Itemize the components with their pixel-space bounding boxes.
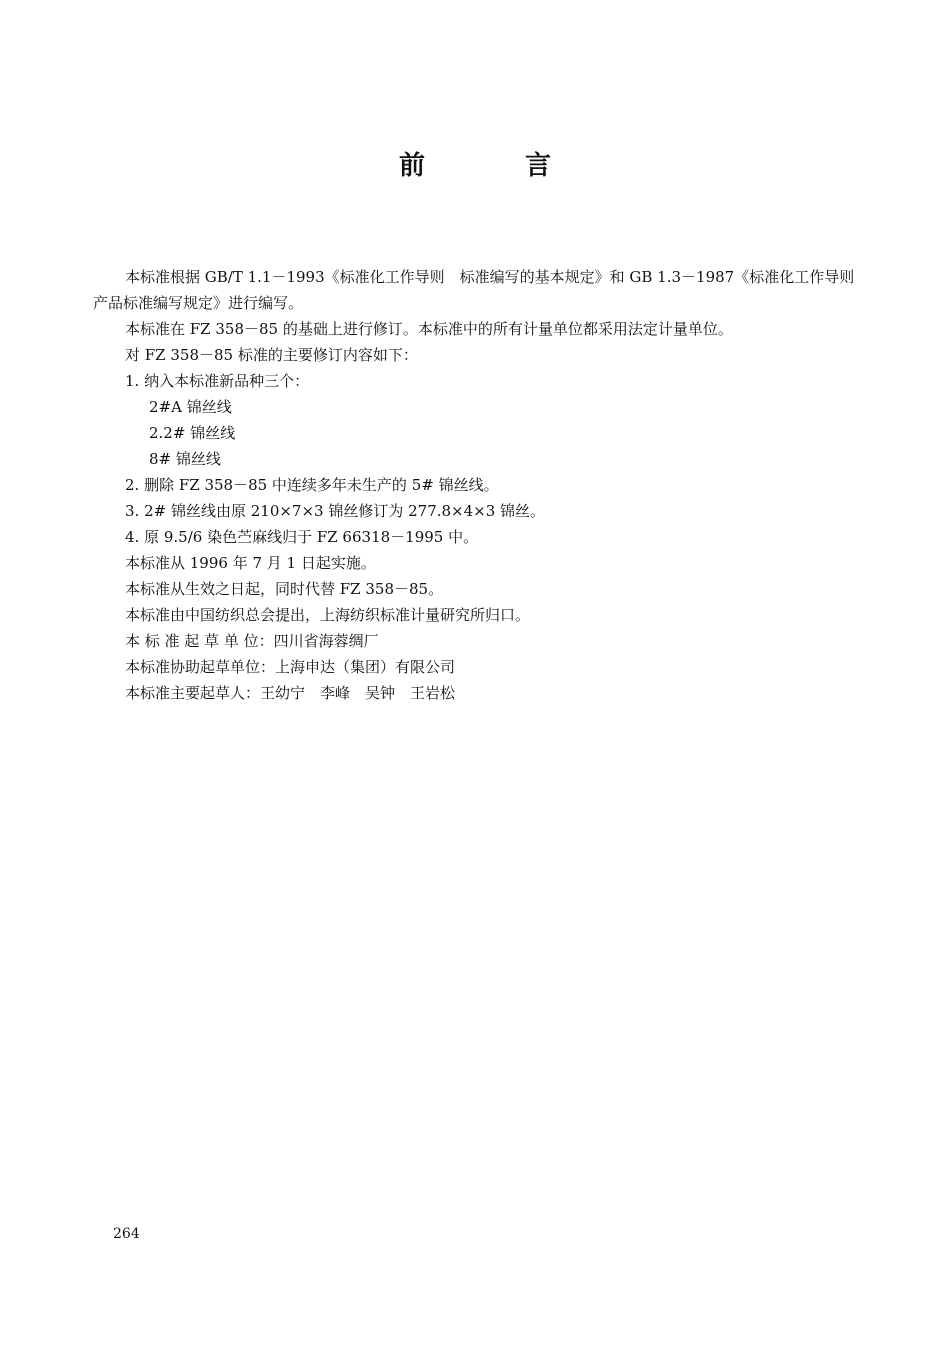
document-body (93, 264, 870, 706)
page-title: 前言 (398, 151, 651, 181)
revision-subitem-8: 8# 锦丝线 (149, 450, 221, 468)
revision-item-2: 2. 删除 FZ 358－85 中连续多年未生产的 5# 锦丝线。 (125, 476, 499, 494)
assisting-drafting-unit: 本标准协助起草单位：上海申达（集团）有限公司 (125, 658, 456, 676)
revision-item-4: 4. 原 9.5/6 染色苎麻线归于 FZ 66318－1995 中。 (125, 528, 479, 546)
revision-subitem-2a: 2#A 锦丝线 (149, 398, 232, 416)
proposer-note: 本标准由中国纺织总会提出，上海纺织标准计量研究所归口。 (125, 606, 531, 624)
main-drafters: 本标准主要起草人：王幼宁 李峰 吴钟 王岩松 (125, 684, 456, 702)
revision-item-3: 3. 2# 锦丝线由原 210×7×3 锦丝修订为 277.8×4×3 锦丝。 (125, 502, 546, 520)
drafting-unit: 本 标 准 起 草 单 位：四川省海蓉绸厂 (125, 632, 379, 650)
replacement-note: 本标准从生效之日起，同时代替 FZ 358－85。 (125, 580, 444, 598)
intro-paragraph-revision: 本标准在 FZ 358－85 的基础上进行修订。本标准中的所有计量单位都采用法定计量单位。 (125, 320, 733, 338)
intro-paragraph-changes-heading: 对 FZ 358－85 标准的主要修订内容如下： (125, 346, 418, 364)
intro-paragraph-basis: 本标准根据 GB/T 1.1－1993《标准化工作导则 标准编写的基本规定》和 GB 1.3－1987《标准化工作导则 产品标准编写规定》进行编写。 (93, 268, 870, 312)
revision-item-1: 1. 纳入本标准新品种三个： (125, 372, 310, 390)
revision-subitem-2-2: 2.2# 锦丝线 (149, 424, 236, 442)
effective-date: 本标准从 1996 年 7 月 1 日起实施。 (125, 554, 376, 572)
page-number: 264 (113, 1226, 140, 1242)
